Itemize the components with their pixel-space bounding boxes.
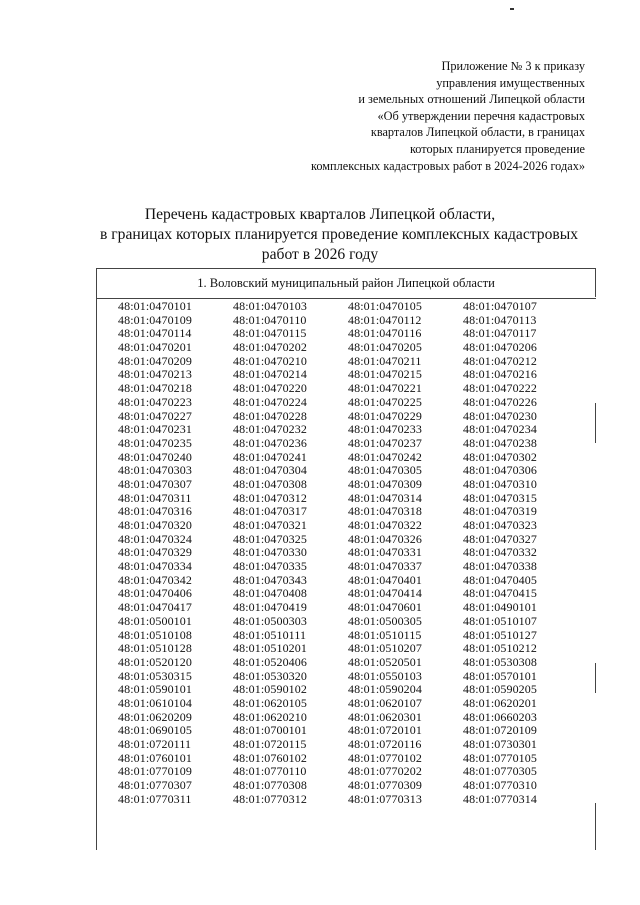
cadastral-number-cell: 48:01:0470415 [463,586,537,601]
cadastral-number-cell: 48:01:0470311 [118,490,192,505]
cadastral-number-cell: 48:01:0470201 [118,340,192,355]
appendix-line: кварталов Липецкой области, в границах [370,125,585,140]
cadastral-number-cell: 48:01:0470406 [118,586,192,601]
cadastral-number-cell: 48:01:0590102 [233,682,307,697]
cadastral-number-cell: 48:01:0470236 [233,435,307,450]
cadastral-number-cell: 48:01:0470109 [118,312,192,327]
cadastral-number-cell: 48:01:0470335 [233,559,307,574]
cadastral-number-cell: 48:01:0470211 [348,353,422,368]
cadastral-number-cell: 48:01:0470206 [463,340,537,355]
cadastral-number-cell: 48:01:0470202 [233,340,307,355]
cadastral-number-cell: 48:01:0720101 [348,723,422,738]
cadastral-number-cell: 48:01:0470103 [233,299,307,313]
cadastral-number-cell: 48:01:0470306 [463,463,537,478]
cadastral-number-cell: 48:01:0510111 [233,627,307,642]
cadastral-number-cell: 48:01:0590204 [348,682,422,697]
cadastral-number-cell: 48:01:0470316 [118,504,192,519]
cadastral-number-cell: 48:01:0620210 [233,709,307,724]
cadastral-number-cell: 48:01:0770313 [348,791,422,806]
cadastral-number-cell: 48:01:0720109 [463,723,537,738]
cadastral-number-cell: 48:01:0470334 [118,559,192,574]
cadastral-number-cell: 48:01:0470221 [348,381,422,396]
cadastral-number-cell: 48:01:0470227 [118,408,192,423]
cadastral-number-cell: 48:01:0470210 [233,353,307,368]
cadastral-number-cell: 48:01:0470303 [118,463,192,478]
cadastral-number-cell: 48:01:0760101 [118,750,192,765]
cadastral-number-cell: 48:01:0510127 [463,627,537,642]
cadastral-number-cell: 48:01:0620105 [233,695,307,710]
cadastral-number-cell: 48:01:0770307 [118,778,192,793]
cadastral-number-cell: 48:01:0470408 [233,586,307,601]
appendix-line: управления имущественных [436,75,585,90]
cadastral-number-cell: 48:01:0470216 [463,367,537,382]
cadastral-number-cell: 48:01:0470307 [118,476,192,491]
cadastral-number-cell: 48:01:0470220 [233,381,307,396]
cadastral-number-cell: 48:01:0470110 [233,312,307,327]
cadastral-number-cell: 48:01:0470322 [348,518,422,532]
cadastral-number-cell: 48:01:0770314 [463,791,537,806]
cadastral-number-cell: 48:01:0470232 [233,422,307,437]
cadastral-number-cell: 48:01:0770110 [233,764,307,779]
cadastral-number-cell: 48:01:0620107 [348,695,422,710]
cadastral-number-cell: 48:01:0470338 [463,559,537,574]
cadastral-number-cell: 48:01:0470305 [348,463,422,478]
cadastral-number-cell: 48:01:0470101 [118,299,192,313]
cadastral-number-cell: 48:01:0500305 [348,613,422,628]
cadastral-number-cell: 48:01:0500303 [233,613,307,628]
cadastral-number-cell: 48:01:0470343 [233,572,307,587]
appendix-line: комплексных кадастровых работ в 2024-2026 годах» [310,158,585,173]
cadastral-number-cell: 48:01:0470231 [118,422,192,437]
cadastral-number-cell: 48:01:0510201 [233,641,307,656]
cadastral-number-cell: 48:01:0470601 [348,600,422,615]
cadastral-number-cell: 48:01:0470304 [233,463,307,478]
cadastral-number-cell: 48:01:0470235 [118,435,192,450]
cadastral-number-cell: 48:01:0470240 [118,449,192,464]
title-line: Перечень кадастровых кварталов Липецкой области, [144,206,496,223]
cadastral-number-cell: 48:01:0470237 [348,435,422,450]
cadastral-number-cell: 48:01:0720111 [118,737,192,751]
cadastral-number-cell: 48:01:0470308 [233,476,307,491]
cadastral-number-cell: 48:01:0690105 [118,723,192,738]
cadastral-number-cell: 48:01:0470222 [463,381,537,396]
cadastral-number-cell: 48:01:0770305 [463,764,537,779]
cadastral-number-cell: 48:01:0770312 [233,791,307,806]
table-border-right [595,268,596,297]
cadastral-number-cell: 48:01:0610104 [118,695,192,710]
cadastral-number-cell: 48:01:0470238 [463,435,537,450]
cadastral-number-cell: 48:01:0620209 [118,709,192,724]
cadastral-number-cell: 48:01:0470323 [463,518,537,532]
cadastral-number-cell: 48:01:0470329 [118,545,192,560]
cadastral-number-cell: 48:01:0470107 [463,299,537,313]
title-line: работ в 2026 году [261,246,379,263]
cadastral-number-cell: 48:01:0470224 [233,394,307,409]
cadastral-number-cell: 48:01:0490101 [463,600,537,615]
cadastral-number-cell: 48:01:0470325 [233,531,307,546]
cadastral-number-cell: 48:01:0470331 [348,545,422,560]
cadastral-number-cell: 48:01:0510108 [118,627,192,642]
cadastral-number-cell: 48:01:0500101 [118,613,192,628]
cadastral-number-cell: 48:01:0470233 [348,422,422,437]
cadastral-number-cell: 48:01:0470209 [118,353,192,368]
cadastral-number-cell: 48:01:0470419 [233,600,307,615]
appendix-line: Приложение № 3 к приказу [441,59,585,73]
table-header-district: 1. Воловский муниципальный район Липецкой области [96,268,596,299]
cadastral-number-cell: 48:01:0570101 [463,668,537,683]
cadastral-number-cell: 48:01:0470318 [348,504,422,519]
cadastral-number-cell: 48:01:0470218 [118,381,192,396]
cadastral-number-cell: 48:01:0470116 [348,326,422,341]
cadastral-number-cell: 48:01:0510207 [348,641,422,656]
appendix-line: и земельных отношений Липецкой области [358,92,585,107]
cadastral-number-cell: 48:01:0700101 [233,723,307,738]
cadastral-number-cell: 48:01:0470223 [118,394,192,409]
cadastral-number-cell: 48:01:0470215 [348,367,422,382]
cadastral-number-cell: 48:01:0730301 [463,737,537,751]
cadastral-number-cell: 48:01:0470242 [348,449,422,464]
cadastral-number-cell: 48:01:0510212 [463,641,537,656]
cadastral-number-cell: 48:01:0470320 [118,518,192,532]
cadastral-number-cell: 48:01:0770309 [348,778,422,793]
cadastral-number-cell: 48:01:0770310 [463,778,537,793]
cadastral-number-cell: 48:01:0620201 [463,695,537,710]
cadastral-number-cell: 48:01:0510107 [463,613,537,628]
cadastral-number-cell: 48:01:0770109 [118,764,192,779]
cadastral-number-cell: 48:01:0470213 [118,367,192,382]
cadastral-number-cell: 48:01:0470405 [463,572,537,587]
cadastral-number-cell: 48:01:0470212 [463,353,537,368]
cadastral-number-cell: 48:01:0550103 [348,668,422,683]
cadastral-number-cell: 48:01:0470228 [233,408,307,423]
cadastral-number-cell: 48:01:0470241 [233,449,307,464]
cadastral-number-cell: 48:01:0470205 [348,340,422,355]
cadastral-number-cell: 48:01:0470317 [233,504,307,519]
title-line: в границах которых планируется проведение комплексных кадастровых [100,226,579,243]
cadastral-number-cell: 48:01:0470326 [348,531,422,546]
cadastral-number-cell: 48:01:0530315 [118,668,192,683]
cadastral-table [96,268,596,848]
cadastral-number-cell: 48:01:0590101 [118,682,192,697]
cadastral-number-cell: 48:01:0470112 [348,312,422,327]
cadastral-grid [96,300,618,806]
document-title [100,205,579,265]
cadastral-number-cell: 48:01:0770308 [233,778,307,793]
cadastral-number-cell: 48:01:0470310 [463,476,537,491]
cadastral-number-cell: 48:01:0770105 [463,750,537,765]
cadastral-number-cell: 48:01:0470312 [233,490,307,505]
cadastral-number-cell: 48:01:0770311 [118,791,192,806]
cadastral-number-cell: 48:01:0470321 [233,518,307,532]
cadastral-number-cell: 48:01:0470114 [118,326,192,341]
cadastral-number-cell: 48:01:0510128 [118,641,192,656]
cadastral-number-cell: 48:01:0760102 [233,750,307,765]
cadastral-number-cell: 48:01:0470414 [348,586,422,601]
table-border-right-fragment [595,803,596,850]
cadastral-number-cell: 48:01:0470315 [463,490,537,505]
cadastral-number-cell: 48:01:0470226 [463,394,537,409]
cadastral-number-cell: 48:01:0470302 [463,449,537,464]
cadastral-number-cell: 48:01:0530308 [463,654,537,669]
cadastral-number-cell: 48:01:0520120 [118,654,192,669]
cadastral-number-cell: 48:01:0620301 [348,709,422,724]
cadastral-number-cell: 48:01:0470309 [348,476,422,491]
cadastral-number-cell: 48:01:0470113 [463,312,537,327]
cadastral-number-cell: 48:01:0470332 [463,545,537,560]
cadastral-number-cell: 48:01:0470330 [233,545,307,560]
cadastral-number-cell: 48:01:0470225 [348,394,422,409]
cadastral-number-cell: 48:01:0470314 [348,490,422,505]
cadastral-number-cell: 48:01:0470319 [463,504,537,519]
cadastral-number-cell: 48:01:0720116 [348,737,422,751]
cadastral-number-cell: 48:01:0470337 [348,559,422,574]
cadastral-number-cell: 48:01:0510115 [348,627,422,642]
cadastral-number-cell: 48:01:0470117 [463,326,537,341]
cadastral-number-cell: 48:01:0660203 [463,709,537,724]
cadastral-number-cell: 48:01:0470115 [233,326,307,341]
cadastral-number-cell: 48:01:0770202 [348,764,422,779]
appendix-line: которых планируется проведение [409,141,585,156]
cadastral-number-cell: 48:01:0520501 [348,654,422,669]
cadastral-number-cell: 48:01:0470229 [348,408,422,423]
cadastral-number-cell: 48:01:0470417 [118,600,192,615]
appendix-line: «Об утверждении перечня кадастровых [377,108,585,123]
appendix-note [265,58,585,174]
cadastral-number-cell: 48:01:0470324 [118,531,192,546]
cadastral-number-cell: 48:01:0470342 [118,572,192,587]
cadastral-number-cell: 48:01:0530320 [233,668,307,683]
cadastral-number-cell: 48:01:0520406 [233,654,307,669]
cadastral-number-cell: 48:01:0770102 [348,750,422,765]
scan-artifact [510,8,514,10]
cadastral-number-cell: 48:01:0470214 [233,367,307,382]
cadastral-number-cell: 48:01:0470105 [348,299,422,313]
cadastral-number-cell: 48:01:0470327 [463,531,537,546]
cadastral-number-cell: 48:01:0470230 [463,408,537,423]
cadastral-number-cell: 48:01:0470401 [348,572,422,587]
cadastral-number-cell: 48:01:0590205 [463,682,537,697]
cadastral-number-cell: 48:01:0470234 [463,422,537,437]
cadastral-number-cell: 48:01:0720115 [233,737,307,751]
